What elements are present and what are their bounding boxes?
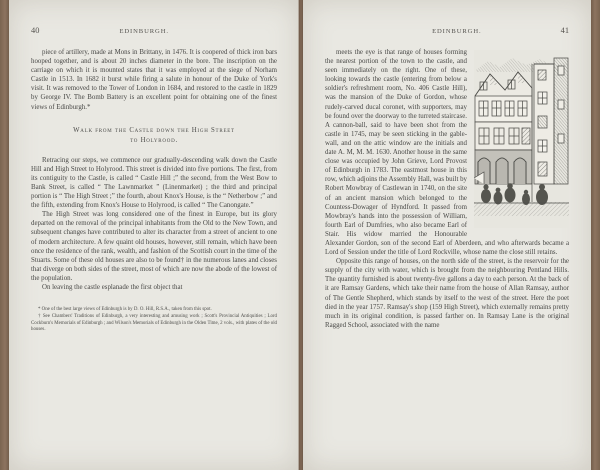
engraving-artwork [474, 50, 569, 228]
section-heading-walk [31, 126, 277, 147]
running-head-verso [31, 26, 277, 35]
folio-number-right: 41 [560, 26, 569, 35]
running-head-recto [325, 26, 569, 35]
footnote-dagger: † See Chambers' Traditions of Edinburgh, a very interesting and amusing work ; Scott's Provincial Antiquities ; Lord Cockburn's Memorials of Edinburgh ; and Wilson's Memorials of Edinburgh in the Olden Time, 2 vols., with plates of the old houses. [31, 314, 277, 333]
text-flow-recto [325, 48, 569, 257]
footnote-block-left [31, 304, 277, 334]
page-verso [9, 0, 299, 470]
binding-edge-right [590, 0, 600, 470]
page-recto [303, 0, 591, 470]
paragraph-high-street-divisions: Retracing our steps, we commence our gradually-descending walk down the Castle Hill and High Street to Holyrood. This street is divided into five portions. The first, from its contiguity to the Castle, is called “ Castle Hill ;” the second, from the West Bow to Bank Street, is called “ The Lawnmarket ” (Linenmarket) ; the third and principal portion is “ The High Street ;” the fourth, about Knox's House, is the “ Netherbow ;” and the fifth, extending from Knox's House to Holyrood, is called “ The Canongate.” [31, 156, 277, 210]
paragraph-cannon-description: piece of artillery, made at Mons in Brittany, in 1476. It is coopered of thick iron bars hooped together, and is about 20 inches diameter in the bore. The inscription on the carriage on which it is mounted states that it was employed at the siege of Norham Castle in 1513. In 1682 it burst while firing a salute in honour of the Duke of York's visit. It was removed to the Tower of London in 1684, and restored to the castle in 1829 by George IV. The Bomb Battery is an excellent point for obtaining one of the finest views of Edinburgh.* [31, 49, 277, 111]
running-title-left: EDINBURGH. [119, 28, 169, 35]
section-heading-line-1: Walk from the Castle down the High Street [73, 126, 235, 134]
running-title-right: EDINBURGH. [432, 28, 482, 35]
footnote-asterisk: * One of the best large views of Edinburgh is by D. O. Hill, R.S.A., taken from this spot. [38, 307, 212, 313]
paragraph-high-street-history: The High Street was long considered one of the finest in Europe, but its glory departed on the removal of the principal inhabitants from the Old to the New Town, and subsequent changes have contributed to alter its character from a street of ancient to one of modern architecture. A few quaint old houses, however, still remain, which have been once the residence of the rank, wealth, and fashion of the Scottish court in the time of the Stuarts. Some of these old houses are also to be found† in the numerous lanes and closes that diverge on both sides of the street, most of which are now the abode of the lowest of the population. [31, 211, 277, 282]
paragraph-leaving-esplanade: On leaving the castle esplanade the first object that [42, 283, 183, 291]
folio-number-left: 40 [31, 26, 40, 35]
section-heading-line-2: to Holyrood. [130, 137, 178, 145]
paragraph-gordon-mansion: meets the eye is that range of houses forming the nearest portion of the town to the castle, and seen immediately on the right. One of these, looking towards the castle (entering from below a soldier's refreshment room, No. 406 Castle Hill), was the mansion of the Duke of Gordon, whose rudely-carved ducal coronet, with supporters, may be found over the doorway to the turreted staircase. A cannon-ball, said to have been shot from the castle in 1745, may be seen sticking in the gable-wall, and on the attic window are the initials and date A. M, M. M. 1630. Another house in the same close was occupied by John Grieve, Lord Provost of Edinburgh in 1783. The eastmost house in this row, which adjoins the Assembly Hall, was built by Robert Mowbray of Castlewan in 1740, on the site of an ancient mansion which belonged to the Countess-Dowager of Hyndford. It passed from Mowbray's hands into the possession of William, fourth Earl of Dumfries, who also became Earl of Stair. His widow married the Honourable Alexander Gordon, son of the second Earl of Aberdeen, and who afterwards became a Lord of Session under the title of Lord Rockville, whose name the close still retains. [325, 49, 569, 257]
paragraph-reservoir-ramsay: Opposite this range of houses, on the north side of the street, is the reservoir for the supply of the city with water, which is brought from the neighbouring Pentland Hills. The quantity furnished is about twenty-five gallons a day to each person. At the back of it are Ramsay Gardens, which take their name from the house of Allan Ramsay, author of The Gentle Shepherd, which stands by itself to the west of the street. Here the poet died in the year 1757. Ramsay's shop (159 High Street), which externally remains pretty much in its original condition, is passed farther on. In Ramsay Lane is the original Ragged School, associated with the name [325, 258, 569, 329]
old-edinburgh-tenement-engraving [474, 50, 569, 228]
